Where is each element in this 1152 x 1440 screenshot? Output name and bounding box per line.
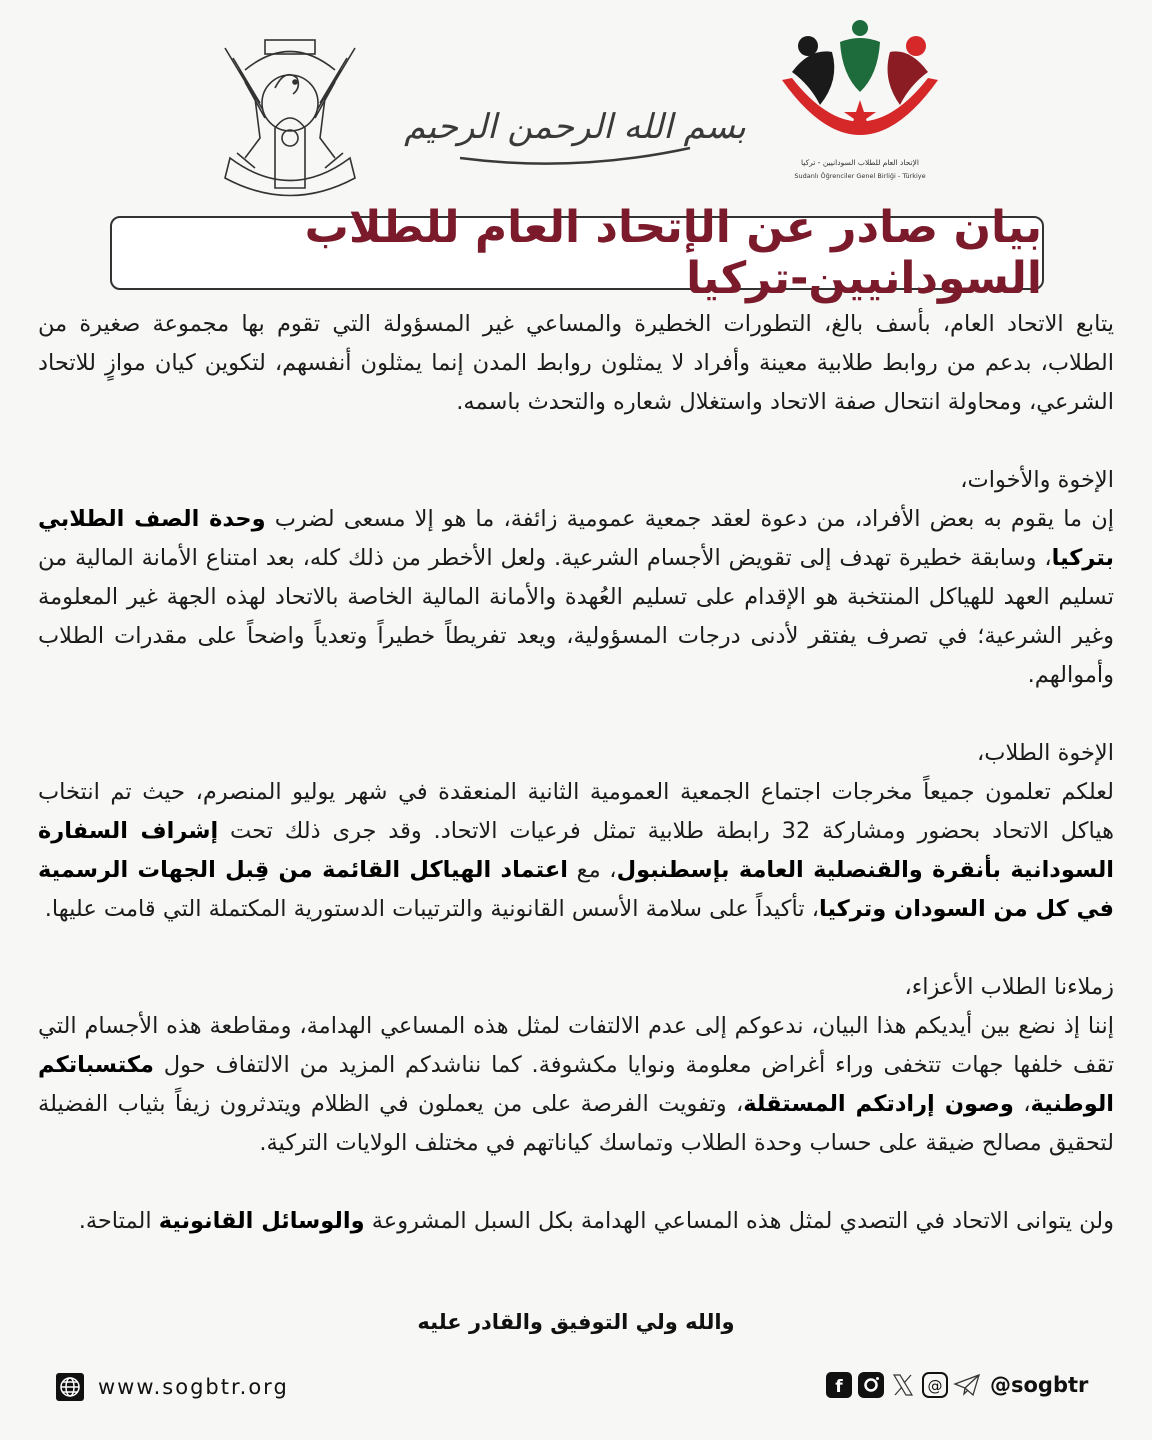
website-link[interactable]: www.sogbtr.org <box>98 1375 289 1399</box>
svg-text:@: @ <box>927 1377 943 1395</box>
p3-bold-2: وصون إرادتكم المستقلة <box>743 1091 1014 1117</box>
final-bold: والوسائل القانونية <box>158 1208 365 1234</box>
closing-line: والله ولي التوفيق والقادر عليه <box>417 1310 735 1334</box>
letterhead <box>0 20 1152 200</box>
instagram-icon[interactable] <box>858 1372 884 1398</box>
salutation-brothers-sisters: الإخوة والأخوات، <box>960 467 1114 493</box>
basmala-calligraphy <box>404 68 746 178</box>
statement-title: بيان صادر عن الإتحاد العام للطلاب السودانيين-تركيا <box>304 202 1042 304</box>
svg-text:f: f <box>835 1377 843 1397</box>
p3-text-d: ، وتفويت الفرصة على من يعملون في الظلام ويتدثرون زيفاً بثياب الفضيلة لتحقيق مصالح ضيقة على حساب وحدة الطلاب وتماسك كياناتهم في مختلف الولايات التركية. <box>38 1091 1114 1156</box>
social-handle[interactable]: @sogbtr <box>990 1373 1089 1397</box>
salutation-colleagues: زملاءنا الطلاب الأعزاء، <box>904 974 1114 1000</box>
org-logo <box>770 20 950 190</box>
footer-social <box>826 1372 1088 1398</box>
paragraph-2 <box>38 773 1114 929</box>
final-text-c: المتاحة. <box>78 1208 159 1234</box>
statement-title-box <box>110 202 1044 304</box>
p3-bold-1: مكتسباتكم الوطنية <box>38 1052 1114 1117</box>
p1-bold-1: وحدة الصف الطلابي بتركيا <box>38 506 1114 571</box>
paragraph-1 <box>38 500 1114 695</box>
threads-icon[interactable] <box>922 1372 948 1398</box>
p1-text-c: ، وسابقة خطيرة تهدف إلى تقويض الأجسام الشرعية. ولعل الأخطر من ذلك كله، بعد امتناع الأمانة المالية من تسليم العهد للهياكل المنتخبة هو الإقدام على تسليم العُهدة والأمانة المالية الخاصة بالاتحاد لهذه الجهة غير المعلومة وغير الشرعية؛ في تصرف يفتقر لأدنى درجات المسؤولية، ويعد تفريطاً خطيراً وتعدياً واضحاً على مقدرات الطلاب وأموالهم. <box>38 545 1114 688</box>
svg-text:بسم الله الرحمن الرحيم: بسم الله الرحمن الرحيم <box>404 107 746 147</box>
p2-bold-2: اعتماد الهياكل القائمة من قِبل الجهات الرسمية في كل من السودان وتركيا <box>38 857 1114 922</box>
final-paragraph <box>38 1202 1114 1241</box>
p3-text-c: ، <box>1013 1091 1031 1117</box>
paragraph-3 <box>38 1007 1114 1163</box>
final-text-a: ولن يتوانى الاتحاد في التصدي لمثل هذه المساعي الهدامة بكل السبل المشروعة <box>364 1208 1114 1234</box>
telegram-icon[interactable] <box>954 1372 980 1398</box>
statement-body <box>38 305 1114 1280</box>
salutation-students: الإخوة الطلاب، <box>977 740 1114 766</box>
facebook-icon[interactable] <box>826 1372 852 1398</box>
intro-paragraph: يتابع الاتحاد العام، بأسف بالغ، التطورات الخطيرة والمساعي غير المسؤولة التي تقوم بها مجموعة صغيرة من الطلاب، بدعم من روابط طلابية معينة وأفراد لا يمثلون روابط المدن إنما يمثلون أنفسهم، لتكوين كيان موازٍ للاتحاد الشرعي، ومحاولة انتحال صفة الاتحاد واستغلال شعاره والتحدث باسمه. <box>38 311 1114 415</box>
p2-text-c: ، مع <box>567 857 617 883</box>
org-logo-caption-ar: الإتحاد العام للطلاب السودانيين - تركيا <box>801 158 919 167</box>
p3-text-a: إننا إذ نضع بين أيديكم هذا البيان، ندعوكم إلى عدم الالتفات لمثل هذه المساعي الهدامة، ومقاطعة هذه الأجسام التي تقف خلفها جهات تتخفى وراء أغراض معلومة ونوايا مكشوفة. كما نناشدكم المزيد من الالتفاف حول <box>38 1013 1114 1078</box>
p2-text-d: ، تأكيداً على سلامة الأسس القانونية والترتيبات الدستورية المكتملة التي قامت عليها. <box>44 896 820 922</box>
p2-text-a: لعلكم تعلمون جميعاً مخرجات اجتماع الجمعية العمومية الثانية المنعقدة في شهر يوليو المنصرم، حيث تم انتخاب هياكل الاتحاد بحضور ومشاركة 32 رابطة طلابية تمثل فرعيات الاتحاد. وقد جرى ذلك تحت <box>38 779 1115 844</box>
org-logo-caption-tr: Sudanlı Öğrenciler Genel Birliği - Türkiye <box>794 172 926 180</box>
x-icon[interactable] <box>890 1372 916 1398</box>
sudan-emblem-icon <box>215 28 365 198</box>
sogbtr-logo-icon <box>770 20 950 160</box>
p1-text-a: إن ما يقوم به بعض الأفراد، من دعوة لعقد جمعية عمومية زائفة، ما هو إلا مسعى لضرب <box>265 506 1114 532</box>
globe-icon <box>56 1373 84 1401</box>
footer-website[interactable] <box>56 1373 289 1401</box>
p2-bold-1: إشراف السفارة السودانية بأنقرة والقنصلية العامة بإسطنبول <box>38 818 1115 883</box>
